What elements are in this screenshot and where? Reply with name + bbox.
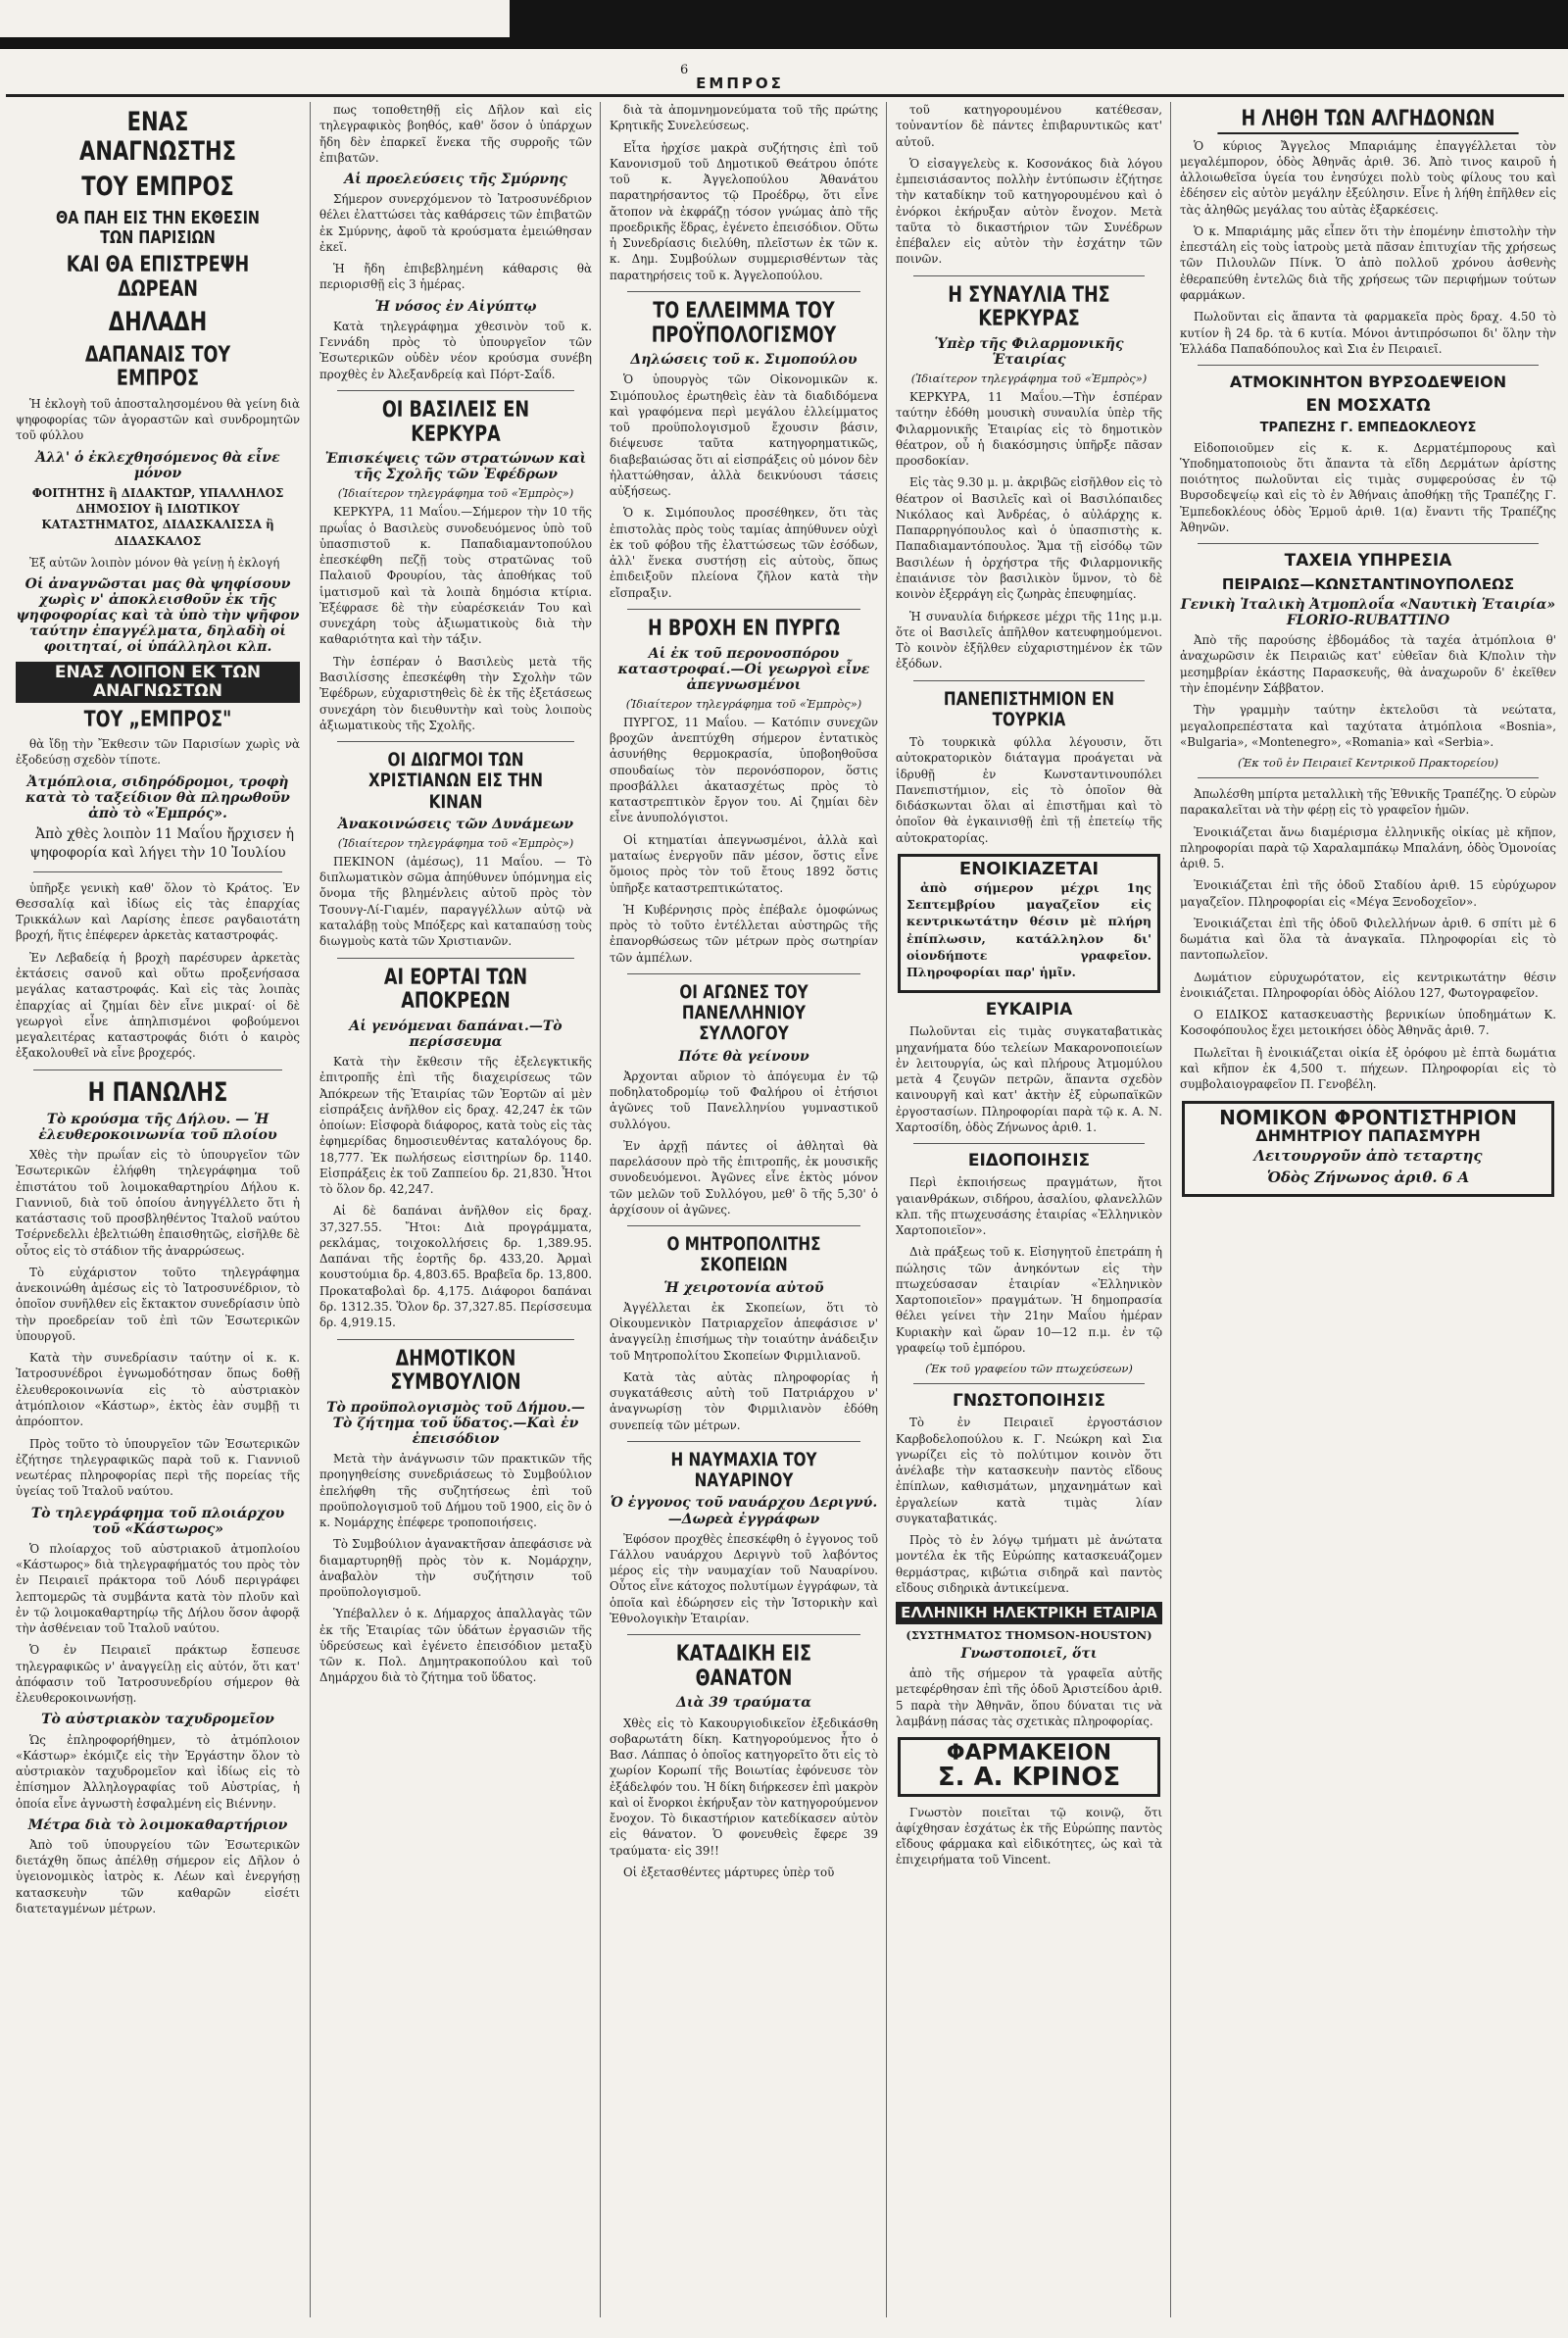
subheading: Ἀλλ' ὁ ἐκλεχθησόμενος θὰ εἶνε μόνον [35, 449, 280, 481]
paragraph: Ὁ εἰσαγγελεὺς κ. Κοσονάκος διὰ λόγου ἐμπεισιάσαντος πολλὴν ἐντύπωσιν ἐζήτησε τὴν καταδίκην τοῦ κατηγορουμένου καὶ ὁ ἐνόρκοι ἐκήρυξαν αὐτὸν ἔνοχον. Μετὰ ταῦτα τὸ δικαστήριον τῶν Συνέδρων ἐπέβαλεν εἰς αὐτὸν τὴν ἐσχάτην τῶν ποινῶν. [896, 156, 1162, 267]
paragraph: Ἐξ αὐτῶν λοιπὸν μόνον θὰ γείνῃ ἡ ἐκλογή [29, 555, 280, 570]
ad-text: Εἰδοποιοῦμεν εἰς κ. κ. Δερματέμπορους καὶ Ὑποδηματοποιοὺς ὅτι ἄπαντα τὰ εἴδη Δερμάτων ἀρίστης ποιότητος πωλοῦνται εἰς τιμὰς συμφερούσας ἐν τῷ Βυρσοδεψείῳ καὶ εἰς τὸ ἐν Ἀθήναις ἀποθήκῃ τῆς Τραπέζης Γ. Ἐμπεδοκλέους ὁδὸς Ἑρμοῦ ἀριθ. 1(α) ἔναντι τῆς Τραπέζης Ἀθηνῶν. [1180, 440, 1556, 534]
subheading: Αἱ γενόμεναι δαπάναι.—Τὸ περίσσευμα [349, 1018, 563, 1050]
paragraph: Εἰς τὰς 9.30 μ. μ. ἀκριβῶς εἰσῆλθον εἰς τὸ θέατρον οἱ Βασιλεῖς καὶ οἱ Βασιλόπαιδες Νικόλαος καὶ Ἀνδρέας, ὁ αὐλάρχης κ. Παπαρρηγόπουλος καὶ ὁ ὑπασπιστὴς κ. Παπαδιαμαντόπουλος. Ἅμα τῇ εἰσόδῳ τῶν Βασιλέων ἡ ὀρχήστρα τῆς Φιλαρμονικῆς ἐπαιάνισε τὸν βασιλικὸν ὕμνον, τὸ δὲ κοινὸν ἐξερράγη εἰς ζωηρὰς ἐπευφημίας. [896, 475, 1162, 602]
ad-text: Πρὸς τὸ ἐν λόγῳ τμήματι μὲ ἀνώτατα μοντέλα ἐκ τῆς Εὐρώπης κατασκευάζομεν θερμάστρας, κιβώτια σιδηρᾶ καὶ παντὸς εἴδους σιδηρικὰ ἀντικείμενα. [896, 1533, 1162, 1595]
subheading: Γνωστοποιεῖ, ὅτι [960, 1645, 1098, 1662]
ad-title: ΕΙΔΟΠΟΙΗΣΙΣ [967, 1151, 1091, 1171]
ad-title: ΕΥΚΑΙΡΙΑ [985, 1000, 1073, 1020]
classified: Ἀπωλέσθη μπίρτα μεταλλικὴ τῆς Ἐθνικῆς Τραπέζης. Ὁ εὑρὼν παρακαλεῖται νὰ τὴν φέρῃ εἰς τὸ γραφεῖον ἡμῶν. [1180, 787, 1556, 818]
paragraph: πως τοποθετηθῇ εἰς Δῆλον καὶ εἰς τηλεγραφικὸς βοηθός, καθ' ὅσον ὁ ὑπάρχων ἤδη δὲν ἐπαρκεῖ ἕνεκα τῆς συρροῆς τῶν ἐπιβατῶν. [319, 103, 592, 165]
headline-subtitle: (ΣΥΣΤΗΜΑΤΟΣ THOMSON-HOUSTON) [906, 1627, 1152, 1642]
classified: Δωμάτιον εὐρυχωρότατον, εἰς κεντρικωτάτην θέσιν ἐνοικιάζεται. Πληροφορίαι ὁδὸς Αἰόλου 127, Φωτογραφεῖον. [1180, 970, 1556, 1000]
paragraph: Γνωστὸν ποιεῖται τῷ κοινῷ, ὅτι ἀφίχθησαν ἐσχάτως ἐκ τῆς Εὐρώπης παντὸς εἴδους φάρμακα καὶ εἰδικότητες, ὡς καὶ τὰ ἐπιχειρήματα τοῦ Vincent. [896, 1805, 1162, 1867]
column-divider [886, 102, 887, 2317]
ad-signature: (Ἐκ τοῦ ἐν Πειραιεῖ Κεντρικοῦ Πρακτορείου) [1237, 756, 1499, 771]
separator [627, 291, 860, 292]
ad-text: ἀπὸ σήμερον μέχρι 1ης Σεπτεμβρίου μαγαζεῖον εἰς κεντρικωτάτην θέσιν μὲ πλήρη ἐπίπλωσιν, κατάλληλον δι' οἱονδήποτε γραφεῖον. Πληροφορίαι παρ' ἡμῖν. [906, 879, 1152, 980]
paragraph: Ἀπὸ χθὲς λοιπὸν 11 Μαΐου ἤρχισεν ἡ ψηφοφορία καὶ λήγει τὴν 10 Ἰουλίου [29, 826, 294, 862]
paragraph: ἀπὸ τῆς σήμερον τὰ γραφεῖα αὐτῆς μετεφέρθησαν ἐπὶ τῆς ὁδοῦ Ἀριστείδου ἀριθ. 5 παρὰ τὴν Ἀθηνᾶν, ὅπου δύναται τις νὰ λαμβάνῃ πάσας τὰς σχετικὰς πληροφορίας. [896, 1666, 1162, 1728]
paragraph: Ἡ συναυλία διήρκεσε μέχρι τῆς 11ης μ.μ. ὅτε οἱ Βασιλεῖς ἀπῆλθον κατευφημούμενοι. Τὸ κοινὸν ἐξῆλθεν εὐχαριστημένον ἐκ τῶν ἐξόδων. [896, 609, 1162, 672]
separator [337, 958, 574, 959]
paragraph: ὑπῆρξε γενικὴ καθ' ὅλον τὸ Κράτος. Ἐν Θεσσαλίᾳ καὶ ἰδίως εἰς τὰς ἐπαρχίας Τρικκάλων καὶ Λαρίσης ἐπεσε ραγδαιοτάτη βροχή, ἥτις ἐπέφερεν ἀρκετὰς καταστροφάς. [16, 880, 300, 943]
paragraph: Ὁ κ. Σιμόπουλος προσέθηκεν, ὅτι τὰς ἐπιστολὰς πρὸς τοὺς ταμίας ἀπηύθυνεν οὐχὶ ἐκ τοῦ φόβου τῆς ἐλαττώσεως τῶν ἐσόδων, ἀλλ' ἕνεκα συστήσῃ εἰς αὐτοὺς, ὅπως ἐπιδειξοῦν πλείονα ζῆλον κατὰ τὴν εἴσπραξιν. [610, 506, 878, 600]
classified: Ἐνοικιάζεται ἐπὶ τῆς ὁδοῦ Σταδίου ἀριθ. 15 εὐρύχωρον μαγαζεῖον. Πληροφορίαι εἰς «Μέγα Ξενοδοχεῖον». [1180, 878, 1556, 909]
advertisement [898, 854, 1160, 993]
subheading: Τὸ προϋπολογισμὸς τοῦ Δήμου.—Τὸ ζήτημα τοῦ ὕδατος.—Καὶ ἐν ἐπεισόδιον [326, 1399, 585, 1447]
subheading: Αἱ ἐκ τοῦ περονοσπόρου καταστροφαί.—Οἱ γεωργοὶ εἶνε ἀπεγνωσμένοι [617, 645, 870, 693]
paragraph: Κατὰ τὴν ἔκθεσιν τῆς ἐξελεγκτικῆς ἐπιτροπῆς ἐπὶ τῆς διαχειρίσεως τῶν Ἀπόκρεων τῆς Ἑταιρίας τῶν Ἑορτῶν αἱ μὲν εἰσπράξεις ἀνῆλθον εἰς δραχ. 42,247 ἐκ τῶν ὁποίων: Εἰσφορὰ διάφορος, κατὰ τοὺς εἰς τὰς ἐφημερίδας δημοσιευθέντας καταλόγους δρ. 18,777. Ἐκ πωλήσεως εἰσιτηρίων δρ. 1140. Εἰσπράξεις ἐκ τοῦ Ζαππείου δρ. 21,830. Ἦτοι τὸ ὅλον δρ. 42,247. [319, 1054, 592, 1197]
page-number: 6 [680, 63, 689, 77]
headline: Η ΣΥΝΑΥΛΙΑ ΤΗΣ ΚΕΡΚΥΡΑΣ [948, 282, 1110, 332]
paragraph: Τὸ Συμβούλιον ἀγανακτῆσαν ἀπεφάσισε νὰ διαμαρτυρηθῇ πρὸς τὸν κ. Νομάρχην, ἀναβαλὸν τὴν συζήτησιν τοῦ προϋπολογισμοῦ. [319, 1537, 592, 1600]
headline: ΚΑΤΑΔΙΚΗ ΕΙΣ ΘΑΝΑΤΟΝ [675, 1642, 812, 1691]
ad-title: ΕΝΟΙΚΙΑΖΕΤΑΙ [958, 859, 1100, 879]
subheading: Ὑπὲρ τῆς Φιλαρμονικῆς Ἑταιρίας [934, 335, 1124, 368]
paragraph: Ὁ κ. Μπαριάμης μᾶς εἶπεν ὅτι τὴν ἐπομένην ἐπιστολὴν τὴν ἐπεστάλη εἰς τοὺς ἰατροὺς μετὰ πᾶσαν ἐπιτυχίαν τῆς χρήσεως τῶν Πιλουλῶν Πίνκ. Ὁ ἀπὸ πολλοῦ χρόνου ἀσθενὴς ἐθεραπεύθη ἐντελῶς διὰ τῆς χρήσεως τῶν περιφήμων τούτων φαρμάκων. [1180, 224, 1556, 303]
subheading: Διὰ 39 τραύματα [675, 1695, 812, 1712]
classified: Ἐνοικιάζεται ἐπὶ τῆς ὁδοῦ Φιλελλήνων ἀριθ. 6 σπίτι μὲ 6 δωμάτια καὶ ὅλα τὰ ἀναγκαῖα. Πληροφορίαι εἰς τὸ παντοπωλεῖον. [1180, 916, 1556, 963]
paragraph: Ἡ Κυβέρνησις πρὸς ἐπέβαλε ὁμοφώνως πρὸς τὸ τοῦτο ἐντέλλεται αὐστηρῶς τῆς ἐπανορθώσεως τῶν μέτρων πρὸς σωτηρίαν τῶν ἀμπέλων. [610, 902, 878, 965]
headline: ΑΙ ΕΟΡΤΑΙ ΤΩΝ ΑΠΟΚΡΕΩΝ [383, 965, 528, 1015]
paragraph: Τὸ εὐχάριστον τοῦτο τηλεγράφημα ἀνεκοινώθη ἀμέσως εἰς τὸ Ἰατροσυνέδριον, τὸ ὁποῖον συνῆλθεν εἰς ἔκτακτον συνεδρίασιν ὑπὸ τὴν προεδρείαν τοῦ ἐπὶ τῶν Ἐσωτερικῶν ὑπουργοῦ. [16, 1265, 300, 1343]
headline: ΤΟΥ „ΕΜΠΡΟΣ" [83, 707, 232, 732]
subheading: Τὸ τηλεγράφημα τοῦ πλοιάρχου τοῦ «Κάστωρος» [30, 1505, 285, 1537]
subheading: Ἀνακοινώσεις τῶν Δυνάμεων [337, 816, 574, 832]
paragraph: ΚΕΡΚΥΡΑ, 11 Μαΐου.—Τὴν ἑσπέραν ταύτην ἐδόθη μουσικὴ συναυλία ὑπὲρ τῆς Φιλαρμονικῆς Ἑταιρίας εἰς τὸ δημοτικὸν θέατρον, οὗ ἡ διακόσμησις ὑπῆρξε πᾶσαν προσδοκίαν. [896, 390, 1162, 469]
column-divider [600, 102, 601, 2317]
ad-title: ΠΕΙΡΑΙΩΣ—ΚΩΝΣΤΑΝΤΙΝΟΥΠΟΛΕΩΣ [1221, 575, 1515, 594]
paragraph: Πωλοῦνται εἰς ἅπαντα τὰ φαρμακεῖα πρὸς δραχ. 4.50 τὸ κυτίον ἢ 24 δρ. τὰ 6 κυτία. Μόνοι ἀντιπρόσωποι δι' ὅλην τὴν Ἑλλάδα Παπαδόπουλος καὶ Σια ἐν Πειραιεῖ. [1180, 310, 1556, 356]
paragraph: Οἱ ἐξετασθέντες μάρτυρες ὑπὲρ τοῦ [623, 1865, 835, 1879]
subheading: Πότε θὰ γείνουν [678, 1048, 809, 1065]
paragraph: Σήμερον συνερχόμενον τὸ Ἰατροσυνέδριον θέλει ἐλαττώσει τὰς καθάρσεις τῶν ἐπιβατῶν ἐκ Σμύρνης, ἀφοῦ τὰ κρούσματα ἐμειώθησαν ἐκεῖ. [319, 192, 592, 254]
ad-title: ΑΤΜΟΚΙΝΗΤΟΝ ΒΥΡΣΟΔΕΨΕΙΟΝ [1229, 373, 1507, 392]
paragraph: θὰ ἴδῃ τὴν Ἔκθεσιν τῶν Παρισίων χωρὶς νὰ ἐξοδεύσῃ σχεδὸν τίποτε. [16, 737, 300, 768]
column-divider [310, 102, 311, 2317]
ad-title: ΤΑΧΕΙΑ ΥΠΗΡΕΣΙΑ [1284, 551, 1452, 572]
paragraph: Χθὲς τὴν πρωΐαν εἰς τὸ ὑπουργεῖον τῶν Ἐσωτερικῶν ἐλήφθη τηλεγράφημα τοῦ ἐπιστάτου τοῦ λοιμοκαθαρτηρίου Δήλου κ. Γιαννιοῦ, διὰ τοῦ ὁποίου ἀνηγγέλλετο ὅτι ἡ κατάστασις τοῦ προσβληθέντος Ἰταλοῦ ναύτου Τσέρνεδελλι ἐβελτιώθη ἐπαισθητῶς, εἰσῆλθε δὲ οὗτος εἰς τὸ στάδιον τῆς ἀναρρώσεως. [16, 1148, 300, 1258]
separator [627, 1634, 860, 1635]
classified: Ο ΕΙΔΙΚΟΣ κατασκευαστὴς βερνικίων ὑποδημάτων Κ. Κοσοφόπουλος ἔχει μετοικήσει ὁδὸς Ἀθηνᾶς ἀριθ. 7. [1180, 1008, 1556, 1038]
separator [1198, 365, 1539, 366]
paragraph: ΦΟΙΤΗΤΗΣ ἢ ΔΙΔΑΚΤΩΡ, ΥΠΑΛΛΗΛΟΣ ΔΗΜΟΣΙΟΥ ἢ ΙΔΙΩΤΙΚΟΥ ΚΑΤΑΣΤΗΜΑΤΟΣ, ΔΙΔΑΣΚΑΛΙΣΣΑ ἢ ΔΙΔΑΣΚΑΛΟΣ [31, 485, 284, 548]
advertisement [1182, 1101, 1554, 1197]
dispatch-note: (Ἰδιαίτερον τηλεγράφημα τοῦ «Ἐμπρὸς») [625, 696, 862, 711]
paragraph: Τὸ τουρκικὰ φύλλα λέγουσιν, ὅτι αὐτοκρατορικὸν διάταγμα προάγεται νὰ ἱδρυθῇ ἐν Κωνσταντινουπόλει Πανεπιστήμιον, εἰς τὸ ὁποῖον θὰ διδάσκωνται ὅλαι αἱ ἐπιστῆμαι καὶ τὸ ὁποῖον θὰ ἐγκαινισθῇ ἐπὶ τῇ ἐπετείῳ τῆς αὐτοκρατορίας. [896, 735, 1162, 845]
headline: ΕΛΛΗΝΙΚΗ ΗΛΕΚΤΡΙΚΗ ΕΤΑΙΡΙΑ [896, 1602, 1162, 1624]
headline: ΤΟΥ ΕΜΠΡΟΣ [81, 172, 234, 203]
headline: ΠΑΝΕΠΙΣΤΗΜΙΟΝ ΕΝ ΤΟΥΡΚΙΑ [943, 687, 1115, 730]
paragraph: Ὁ ὑπουργὸς τῶν Οἰκονομικῶν κ. Σιμόπουλος ἐρωτηθεὶς ἐὰν τὰ διαδιδόμενα καὶ γραφόμενα περὶ μεγάλου ἐλλείμματος τοῦ προϋπολογισμοῦ ἔχουσιν βάσιν, διέψευσε ταῦτα κατηγορηματικῶς, διαβεβαιώσας ὅτι αἱ εἰσπράξεις οὐ μόνον δὲν ἠλαττώθησαν, ἀλλὰ δεικνύουσι τάσεις αὐξήσεως. [610, 373, 879, 499]
separator [337, 1339, 574, 1340]
ad-title: ΤΡΑΠΕΖΗΣ Γ. ΕΜΠΕΔΟΚΛΕΟΥΣ [1259, 421, 1477, 436]
top-rule [6, 94, 1564, 97]
dispatch-note: (Ἰδιαίτερον τηλεγράφημα τοῦ «Ἐμπρὸς») [337, 835, 574, 850]
ad-title: ΦΑΡΜΑΚΕΙΟΝ [946, 1741, 1112, 1766]
subheading: Ὁ ἐγγονος τοῦ ναυάρχου Δεριγνύ.—Δωρεὰ ἐγγράφων [610, 1495, 878, 1527]
paragraph: τοῦ κατηγορουμένου κατέθεσαν, τοὐναντίον δὲ πάντες ἐπιβαρυντικῶς κατ' αὐτοῦ. [896, 103, 1162, 149]
paragraph: Ἐν Λεβαδείᾳ ἡ βροχὴ παρέσυρεν ἀρκετὰς ἐκτάσεις σανοῦ καὶ οὕτω προξενήσασα μεγάλας καταστροφάς. Καὶ εἰς τὰς λοιπὰς ἐπαρχίας αἱ ζημίαι δὲν εἶνε μικραί· οἱ δὲ γεωργοὶ εἶνε ἀπηλπισμένοι φοβούμενοι μεγαλειτέρας καταστροφάς διότι ὁ καιρὸς ἐξακολουθεῖ νὰ εἶνε βροχερός. [16, 950, 300, 1061]
separator [913, 275, 1145, 276]
subheading: Δηλώσεις τοῦ κ. Σιμοπούλου [630, 352, 858, 369]
headline: ΟΙ ΔΙΩΓΜΟΙ ΤΩΝ ΧΡΙΣΤΙΑΝΩΝ ΕΙΣ ΤΗΝ ΚΙΝΑΝ [368, 749, 543, 813]
headline: Η ΛΗΘΗ ΤΩΝ ΑΛΓΗΔΟΝΩΝ [1217, 108, 1518, 134]
headline: ΟΙ ΑΓΩΝΕΣ ΤΟΥ ΠΑΝΕΛΛΗΝΙΟΥ ΣΥΛΛΟΓΟΥ [679, 980, 808, 1045]
subheading: Μέτρα διὰ τὸ λοιμοκαθαρτήριον [27, 1816, 288, 1833]
separator [913, 1383, 1145, 1384]
headline: ΚΑΙ ΘΑ ΕΠΙΣΤΡΕΨΗ ΔΩΡΕΑΝ [66, 253, 250, 302]
paragraph: Κατὰ τηλεγράφημα χθεσινὸν τοῦ κ. Γεννάδη πρὸς τὸ ὑπουργεῖον τῶν Ἐσωτερικῶν οὐδὲν νέον κρούσμα συνέβη προχθὲς ἐν Ἀλεξανδρείᾳ καὶ Πόρτ-Σαΐδ. [319, 319, 592, 381]
headline: Ο ΜΗΤΡΟΠΟΛΙΤΗΣ ΣΚΟΠΕΙΩΝ [666, 1233, 821, 1276]
subheading: Οἱ ἀναγνῶσται μας θὰ ψηφίσουν χωρὶς ν' ἀποκλεισθοῦν ἐκ τῆς ψηφοφορίας καὶ τὰ ὑπὸ τὴν ψῆφον ταύτην ἐπαγγέλματα, δηλαδὴ οἱ φοιτηταί, οἱ ὑπάλληλοι κλπ. [16, 576, 300, 656]
advertisement [898, 1737, 1160, 1796]
column-3 [602, 102, 886, 2327]
separator [337, 390, 574, 391]
separator [913, 680, 1145, 681]
ad-text: Τὸ ἐν Πειραιεῖ ἐργοστάσιον Καρβοδελοπούλου κ. Γ. Νεώκρη καὶ Σια γνωρίζει εἰς τὸ πολύτιμον κοινὸν ὅτι ἀνέλαβε τὴν κατασκευὴν παντὸς εἴδους ἐπίπλων, καθισμάτων, μηχανημάτων καὶ ἐργαλείων κατὰ τιμὰς λίαν συγκαταβατικάς. [896, 1416, 1162, 1525]
paragraph: Αἱ δὲ δαπάναι ἀνῆλθον εἰς δραχ. 37,327.55. Ἤτοι: Διὰ προγράμματα, ρεκλάμας, τοιχοκολλήσεις δρ. 1,389.95. Δαπάναι τῆς ἑορτῆς δρ. 433,20. Ἀρμαὶ κουστούμια δρ. 4,803.65. Βραβεῖα δρ. 13,800. Προκαταβολαὶ δρ. 4,175. Διάφοροι δαπάναι δρ. 1312.35. Ὅλον δρ. 37,327.85. Περίσσευμα δρ. 4,919.15. [319, 1204, 592, 1330]
subheading: Ἡ χειροτονία αὐτοῦ [663, 1279, 824, 1296]
column-1 [8, 102, 308, 2327]
ad-title: ΕΝ ΜΟΣΧΑΤΩ [1305, 395, 1431, 416]
ad-text: Περὶ ἐκποιήσεως πραγμάτων, ἤτοι γαιανθράκων, σιδήρου, ἀσαλίου, φλανελλῶν κλπ. τῆς πτωχευσάσης ἑταιρίας «Ἑλληνικὸν Χαρτοποιεῖον». [896, 1175, 1162, 1238]
separator [337, 741, 574, 742]
headline: Η ΒΡΟΧΗ ΕΝ ΠΥΡΓΩ [648, 616, 840, 641]
separator [627, 973, 860, 974]
separator [627, 1225, 860, 1226]
column-4 [888, 102, 1170, 2327]
paragraph: Ἀρχονται αὔριον τὸ ἀπόγευμα ἐν τῷ ποδηλατοδρομίῳ τοῦ Φαλήρου οἱ ἐτήσιοι ἀγῶνες τοῦ Πανελληνίου γυμναστικοῦ συλλόγου. [610, 1069, 878, 1131]
column-5 [1172, 102, 1564, 2327]
subheading: Ἀτμόπλοια, σιδηρόδρομοι, τροφὴ κατὰ τὸ ταξείδιον θὰ πληρωθοῦν ἀπὸ τὸ «Ἐμπρός». [25, 773, 290, 821]
paragraph: Πρὸς τοῦτο τὸ ὑπουργεῖον τῶν Ἐσωτερικῶν ἐζήτησε τηλεγραφικῶς παρὰ τοῦ κ. Γιαννιοῦ νεωτέρας πληροφορίας περὶ τῆς πορείας τῆς ὑγείας τοῦ Ἰταλοῦ ναύτου. [16, 1436, 300, 1499]
paragraph: Εἶτα ἠρχίσε μακρὰ συζήτησις ἐπὶ τοῦ Κανονισμοῦ τοῦ Δημοτικοῦ Θεάτρου ὁπότε τοῦ κ. Ἀγγελοπούλου Ἀθανάτου παρατηρήσαντος τῷ Προέδρῳ, ὅτι εἶνε ἄτοπον νὰ ἐκφράζῃ τόσον γνώμας ἀπὸ τῆς προεδρικῆς ἕδρας, ἐγένετο ἐπεισόδιον. Οὕτω ἡ Συνεδρίασις διελύθη, πλεῖστων ἐκ τῶν κ. κ. Δημ. Συμβούλων συμμερισθέντων τὰς παρατηρήσεις τοῦ κ. Ἀγγελοπούλου. [610, 140, 878, 282]
paragraph: ΠΥΡΓΟΣ, 11 Μαΐου. — Κατόπιν συνεχῶν βροχῶν ἀνεπτύχθη σήμερον ἐντατικὸς ἀσυνήθης θερμοκρασία, ὑποβοηθοῦσα σπουδαίως τὸν περονόσπορον, ὅστις προσβάλλει ἀκατασχέτως πρὸς τὸ καταστρεπτικὸν ἔργον του. Αἱ ζημίαι δὲν εἶνε ἀνυπολόγιστοι. [610, 715, 878, 825]
paragraph: Ὡς ἐπληροφορήθημεν, τὸ ἀτμόπλοιον «Κάστωρ» ἐκόμιζε εἰς τὴν Ἑργάστην ὅλον τὸ αὐστριακὸν ταχυδρομεῖον καὶ ἰδίως εἰς τὸ ἐπίσημον Ἀλληλογραφίας τοῦ Αὐστρίας, ἡ ὁποία εἶνε ἀγνωστὴ ἐσφαλμένη εἰς Βιέννην. [16, 1732, 300, 1811]
paragraph: Χθὲς εἰς τὸ Κακουργιοδικεῖον ἐξεδικάσθη σοβαρωτάτη δίκη. Κατηγορούμενος ἦτο ὁ Βασ. Λάππας ὁ ὁποῖος κατηγορεῖτο ὅτι εἰς τὸ χωρίον Κορωπί τῆς Βοιωτίας ἐφόνευσε τὸν ἐξάδελφόν του. Ἡ δίκη διήρκεσεν ἐπὶ μακρὸν καὶ οἱ ἔνορκοι ἐκήρυξαν τὸν κατηγορούμενον ἔνοχον. Τὸ δικαστήριον κατεδίκασεν αὐτὸν εἰς θάνατον. Ὁ φονευθεὶς ἔφερε 39 τραύματα· εἰς 39!! [610, 1716, 878, 1858]
classified: Ἐνοικιάζεται ἄνω διαμέρισμα ἐλληνικῆς οἰκίας μὲ κῆπον, πληροφορίαι παρὰ τῷ Χαραλαμπάκῳ Μπαλάνη, ὁδὸς Ὁμονοίας ἀριθ. 5. [1180, 824, 1556, 871]
subheading: Ἐπισκέψεις τῶν στρατώνων καὶ τῆς Σχολῆς τῶν Ἐφέδρων [324, 451, 587, 483]
subheading: Ἡ νόσος ἐν Αἰγύπτῳ [374, 298, 537, 315]
headline: ΟΙ ΒΑΣΙΛΕΙΣ ΕΝ ΚΕΡΚΥΡΑ [381, 397, 530, 447]
separator [627, 1441, 860, 1442]
dispatch-note: (Ἰδιαίτερον τηλεγράφημα τοῦ «Ἐμπρὸς») [337, 486, 574, 501]
paragraph: Ἡ ἐκλογὴ τοῦ ἀποσταλησομένου θὰ γείνη διὰ ψηφοφορίας τῶν ἀγοραστῶν καὶ συνδρομητῶν τοῦ φύλλου [16, 396, 300, 443]
headline: ΘΑ ΠΑΗ ΕΙΣ ΤΗΝ ΕΚΘΕΣΙΝ ΤΩΝ ΠΑΡΙΣΙΩΝ [56, 207, 260, 248]
ad-signature: (Ἐκ τοῦ γραφείου τῶν πτωχεύσεων) [925, 1362, 1133, 1376]
paragraph: Ὁ ἐν Πειραιεῖ πράκτωρ ἔσπευσε τηλεγραφικῶς ν' ἀναγγείλῃ εἰς αὐτόν, ὅτι κατ' ἀπόφασιν τοῦ Ἰατροσυνεδρίου σήμερον θὰ ἐλευθεροκοινωνήσῃ. [16, 1643, 300, 1706]
paragraph: διὰ τὰ ἀπομνημονεύματα τοῦ τῆς πρώτης Κρητικῆς Συνελεύσεως. [610, 103, 878, 133]
ad-text: Πωλοῦνται εἰς τιμὰς συγκαταβατικὰς μηχανήματα δύο τελείων Μακαρονοποιείων ἐν λειτουργία, ὡς καὶ πλήρους Ἀτμομύλου μετὰ 4 ζευγῶν πετρῶν, ἅπαντα σχεδὸν καινουργῆ καὶ κατ' ἀκτὴν ἐξ εὐρωπαϊκῶν ἐργοστασίων. Πληροφορίαι παρὰ τῷ κ. Α. Ν. Χαρτοσίδη, ὁδὸς Ζήνωνος ἀριθ. 1. [896, 1024, 1162, 1135]
headline: Η ΠΑΝΩΛΗΣ [87, 1076, 228, 1108]
ad-text: Λειτουργοῦν ἀπὸ τεταρτης [1253, 1147, 1483, 1166]
ad-text: Τὴν γραμμὴν ταύτην ἐκτελοῦσι τὰ νεώτατα, μεγαλοπρεπέστατα καὶ ταχύτατα ἀτμόπλοια «Bosnia», «Bulgaria», «Montenegro», «Romania» καὶ «Serbia». [1180, 703, 1556, 749]
headline: ΔΗΜΟΤΙΚΟΝ ΣΥΜΒΟΥΛΙΟΝ [390, 1346, 521, 1396]
masthead: ΕΜΠΡΟΣ [696, 75, 784, 92]
paragraph: Ὁ κύριος Ἄγγελος Μπαριάμης ἐπαγγέλλεται τὸν μεγαλέμπορον, ὁδὸς Ἀθηνᾶς ἀριθ. 36. Ἀπὸ τινος καιροῦ ἡ ἀλλοιωθεῖσα ὑγεία του ἐνησύχει πολὺ τοὺς φίλους του καὶ ἐδέησεν εἰς αὐτὸν μεγάλην ἐξεύλησιν. Εἶνε ἡ λήθη ἐπῆλθεν εἰς τὰς ἀληθῶς μεγάλας του αὐτὰς ἐξαρκέσεις. [1180, 138, 1556, 217]
ad-text: Ὁδὸς Ζήνωνος ἀριθ. 6 Α [1266, 1168, 1470, 1186]
subheading: Τὸ αὐστριακὸν ταχυδρομεῖον [41, 1712, 274, 1728]
top-white-margin [0, 0, 510, 37]
paragraph: Ὁ πλοίαρχος τοῦ αὐστριακοῦ ἀτμοπλοίου «Κάστωρος» διὰ τηλεγραφήματός του πρὸς τὸν ἐν Πειραιεῖ πράκτορα τοῦ Λόυδ περιγράφει λεπτομερῶς τὰ συμβάντα κατὰ τὸν πλοῦν καὶ ἐν τῷ λοιμοκαθαρτηρίῳ τῆς Δήλου ὅσον ἀφορᾷ τὴν ἀσθένειαν τοῦ Ἰταλοῦ ναύτου. [16, 1541, 300, 1636]
separator [627, 609, 860, 610]
paragraph: Μετὰ τὴν ἀνάγνωσιν τῶν πρακτικῶν τῆς προηγηθείσης συνεδριάσεως τὸ Συμβούλιον ἐπελήφθη τῆς συζητήσεως ἐπὶ τοῦ προϋπολογισμοῦ τοῦ Δήμου τοῦ 1900, εἰς ὃν ὁ κ. Νομάρχης ἐπέφερε τροποποιήσεις. [319, 1452, 592, 1530]
ad-title: ΔΗΜΗΤΡΙΟΥ ΠΑΠΑΣΜΥΡΗ [1255, 1125, 1481, 1145]
headline: ΔΑΠΑΝΑΙΣ ΤΟΥ ΕΜΠΡΟΣ [84, 342, 231, 392]
ad-title: ΝΟΜΙΚΟΝ ΦΡΟΝΤΙΣΤΗΡΙΟΝ [1219, 1105, 1517, 1129]
separator [33, 871, 282, 872]
column-divider [1170, 102, 1171, 2317]
paragraph: Ἐφόσον προχθὲς ἐπεσκέφθη ὁ ἐγγονος τοῦ Γάλλου ναυάρχου Δεριγνὺ τοῦ λαβόντος μέρος εἰς τὴν ναυμαχίαν τοῦ Ναυαρίνου. Οὗτος εἶνε κάτοχος πολυτίμων ἐγγράφων, τὰ ὁποῖα καὶ ἐδώρησεν εἰς τὴν Ἱστορικὴν καὶ Ἐθνολογικὴν Ἑταιρίαν. [610, 1531, 878, 1625]
subheading: Αἱ προελεύσεις τῆς Σμύρνης [344, 172, 567, 188]
paragraph: Ὑπέβαλλεν ὁ κ. Δήμαρχος ἀπαλλαγὰς τῶν ἐκ τῆς Ἑταιρίας τῶν ὑδάτων ἐργασιῶν τῆς ὑδρεύσεως καὶ ἐγένετο ἐπεισόδιον μεταξὺ τῶν κ. Πολ. Δημητρακοπούλου καὶ τοῦ Δημάρχου διὰ τὸ ζήτημα τοῦ ὕδατος. [319, 1607, 592, 1685]
ad-text: Διὰ πράξεως τοῦ κ. Εἰσηγητοῦ ἐπετράπη ἡ πώλησις τῶν ἀνηκόντων εἰς τὴν πτωχεύσασαν ἑταιρίαν «Ἑλληνικὸν Χαρτοποιεῖον» πραγμάτων. Ἡ δημοπρασία θέλει γείνει τὴν 21ην Μαΐου ἡμέραν Κυριακὴν καὶ ὥραν 10—12 π.μ. ἐν τῷ γραφείῳ τοῦ ἐμπόρου. [896, 1245, 1162, 1355]
paragraph: Οἱ κτηματίαι ἀπεγνωσμένοι, ἀλλὰ καὶ ματαίως ἐνεργοῦν πᾶν μέσον, ὅστις εἶνε ὅμοιος πρὸς τὸν τοῦ ἔτους 1892 ὅστις ὑπῆρξε καταστρεπτικώτατος. [610, 832, 878, 895]
paragraph: Ἀγγέλλεται ἐκ Σκοπείων, ὅτι τὸ Οἰκουμενικὸν Πατριαρχεῖον ἀπεφάσισε ν' ἀναγγείλῃ ἐπισήμως τὴν τοιαύτην ἀνάδειξιν τοῦ Μητροπολίτου Σκοπείων Φιρμιλιανοῦ. [610, 1300, 878, 1363]
ad-title: ΓΝΩΣΤΟΠΟΙΗΣΙΣ [953, 1391, 1105, 1412]
paragraph: Κατὰ τὴν συνεδρίασιν ταύτην οἱ κ. κ. Ἰατροσυνέδροι ἐγνωμοδότησαν ὅπως δοθῇ ἐλευθεροκοινωνία εἰς τὸ αὐστριακὸν ἀτμόπλοιον «Κάστωρ», ἐκτὸς ἐὰν συμβῇ τι ἀπρόοπτον. [16, 1351, 300, 1429]
separator [1198, 543, 1539, 544]
headline: ΕΝΑΣ ΑΝΑΓΝΩΣΤΗΣ [79, 107, 236, 168]
headline: ΕΝΑΣ ΛΟΙΠΟΝ ΕΚ ΤΩΝ ΑΝΑΓΝΩΣΤΩΝ [16, 662, 300, 703]
separator [1198, 777, 1539, 778]
subheading: Γενικὴ Ἰταλικὴ Ἀτμοπλοΐα «Ναυτικὴ Ἑταιρία» FLORIO-RUBATTINO [1180, 596, 1556, 629]
paragraph: Τὴν ἑσπέραν ὁ Βασιλεὺς μετὰ τῆς Βασιλίσσης ἐπεσκέφθη τὴν Σχολὴν τῶν Ἐφέδρων, εὐχαριστηθεὶς δὲ ἐκ τῆς ἐξετάσεως συνεχάρη τὸν διευθυντὴν καὶ τοὺς λοιποὺς ἀξιωματικοὺς τῆς Σχολῆς. [319, 654, 592, 732]
column-2 [312, 102, 600, 2327]
ad-text: Ἀπὸ τῆς παρούσης ἑβδομάδος τὰ ταχέα ἀτμόπλοια θ' ἀναχωρῶσιν ἐκ Πειραιῶς κατ' εὐθεῖαν διὰ Κ/πολιν τὴν μεσημβρίαν ἑκάστης Παρασκευῆς, θὰ ἀναχωροῦν δ' ἐκεῖθεν τὴν ἑπομένην Σάββατον. [1180, 633, 1556, 695]
paragraph: Ἀπὸ τοῦ ὑπουργείου τῶν Ἐσωτερικῶν διετάχθη ὅπως ἀπέλθῃ σήμερον εἰς Δῆλον ὁ ὑγειονομικὸς ἰατρὸς κ. Λέων καὶ ἐνεργήσῃ κατασκευὴν τῶν καθαρῶν εἰσέτι διατεταγμένων μέτρων. [16, 1837, 300, 1915]
paragraph: Ἐν ἀρχῇ πάντες οἱ ἀθληταὶ θὰ παρελάσουν πρὸ τῆς ἐπιτροπῆς, ἐκ μουσικῆς συνοδευόμενοι. Ἀγῶνες εἶνε ἐκτὸς μόνον τῶν μελῶν τοῦ Συλλόγου, μεθ' ὃ τῆς 5,30' ὁ ἀρχίσουν οἱ ἀγῶνες. [610, 1138, 878, 1217]
headline: ΤΟ ΕΛΛΕΙΜΜΑ ΤΟΥ ΠΡΟΫΠΟΛΟΓΙΣΜΟΥ [651, 298, 837, 348]
paragraph: Κατὰ τὰς αὐτὰς πληροφορίας ἡ συγκατάθεσις αὐτὴ τοῦ Πατριάρχου ν' ἀναγνωρίσῃ τὸν Φιρμιλιανὸν ἐδόθη συνεπείᾳ τῶν μέτρων. [610, 1369, 878, 1432]
dispatch-note: (Ἰδιαίτερον τηλεγράφημα τοῦ «Ἐμπρὸς») [910, 372, 1148, 386]
paragraph: ΚΕΡΚΥΡΑ, 11 Μαΐου.—Σήμερον τὴν 10 τῆς πρωΐας ὁ Βασιλεὺς συνοδευόμενος ὑπὸ τοῦ ὑπασπιστοῦ κ. Παπαδιαμαντοπούλου ἐπεσκέφθη πεζῇ τοὺς στρατῶνας τοῦ Παλαιοῦ Φρουρίου, τὰς ἀποθήκας τοῦ ἱματισμοῦ καὶ τὰ λοιπὰ δημόσια κτίρια. Ἐξέφρασε δὲ τὴν εὐαρέσκειάν Του καὶ συνεχάρη τοὺς ἀξιωματικοὺς διὰ τὴν καθαριότητα καὶ τὴν τάξιν. [319, 505, 592, 647]
subheading: Τὸ κρούσμα τῆς Δήλου. — Ἡ ἐλευθεροκοινωνία τοῦ πλοίου [38, 1111, 277, 1143]
separator [913, 1143, 1145, 1144]
classified: Πωλεῖται ἢ ἐνοικιάζεται οἰκία ἐξ ὀρόφου μὲ ἑπτὰ δωμάτια καὶ κῆπον ἐκ 4,500 τ. πήχεων. Πληροφορίαι εἰς τὸ συμβολαιογραφεῖον Π. Γενοβέλη. [1180, 1045, 1556, 1092]
headline: Η ΝΑΥΜΑΧΙΑ ΤΟΥ ΝΑΥΑΡΙΝΟΥ [670, 1448, 817, 1492]
paragraph: Ἡ ἤδη ἐπιβεβλημένη κάθαρσις θὰ περιορισθῇ εἰς 3 ἡμέρας. [319, 262, 592, 292]
paragraph: ΠΕΚΙΝΟΝ (ἀμέσως), 11 Μαΐου. — Τὸ διπλωματικὸν σῶμα ἀπηύθυνεν ὑπόμνημα εἰς ὄνομα τῆς βλημένλεις αὐτοῦ πρὸς τὸν Τσουνγ-Λί-Γιαμέν, παραγγέλλων αὐτῷ νὰ καταλάβῃ τοὺς Μπόξερς καὶ καταπαύσῃ τοὺς διωγμοὺς κατὰ τῶν Χριστιανῶν. [319, 854, 592, 949]
headline: ΔΗΛΑΔΗ [108, 307, 208, 338]
ad-title: Σ. Α. ΚΡΙΝΟΣ [937, 1763, 1121, 1793]
